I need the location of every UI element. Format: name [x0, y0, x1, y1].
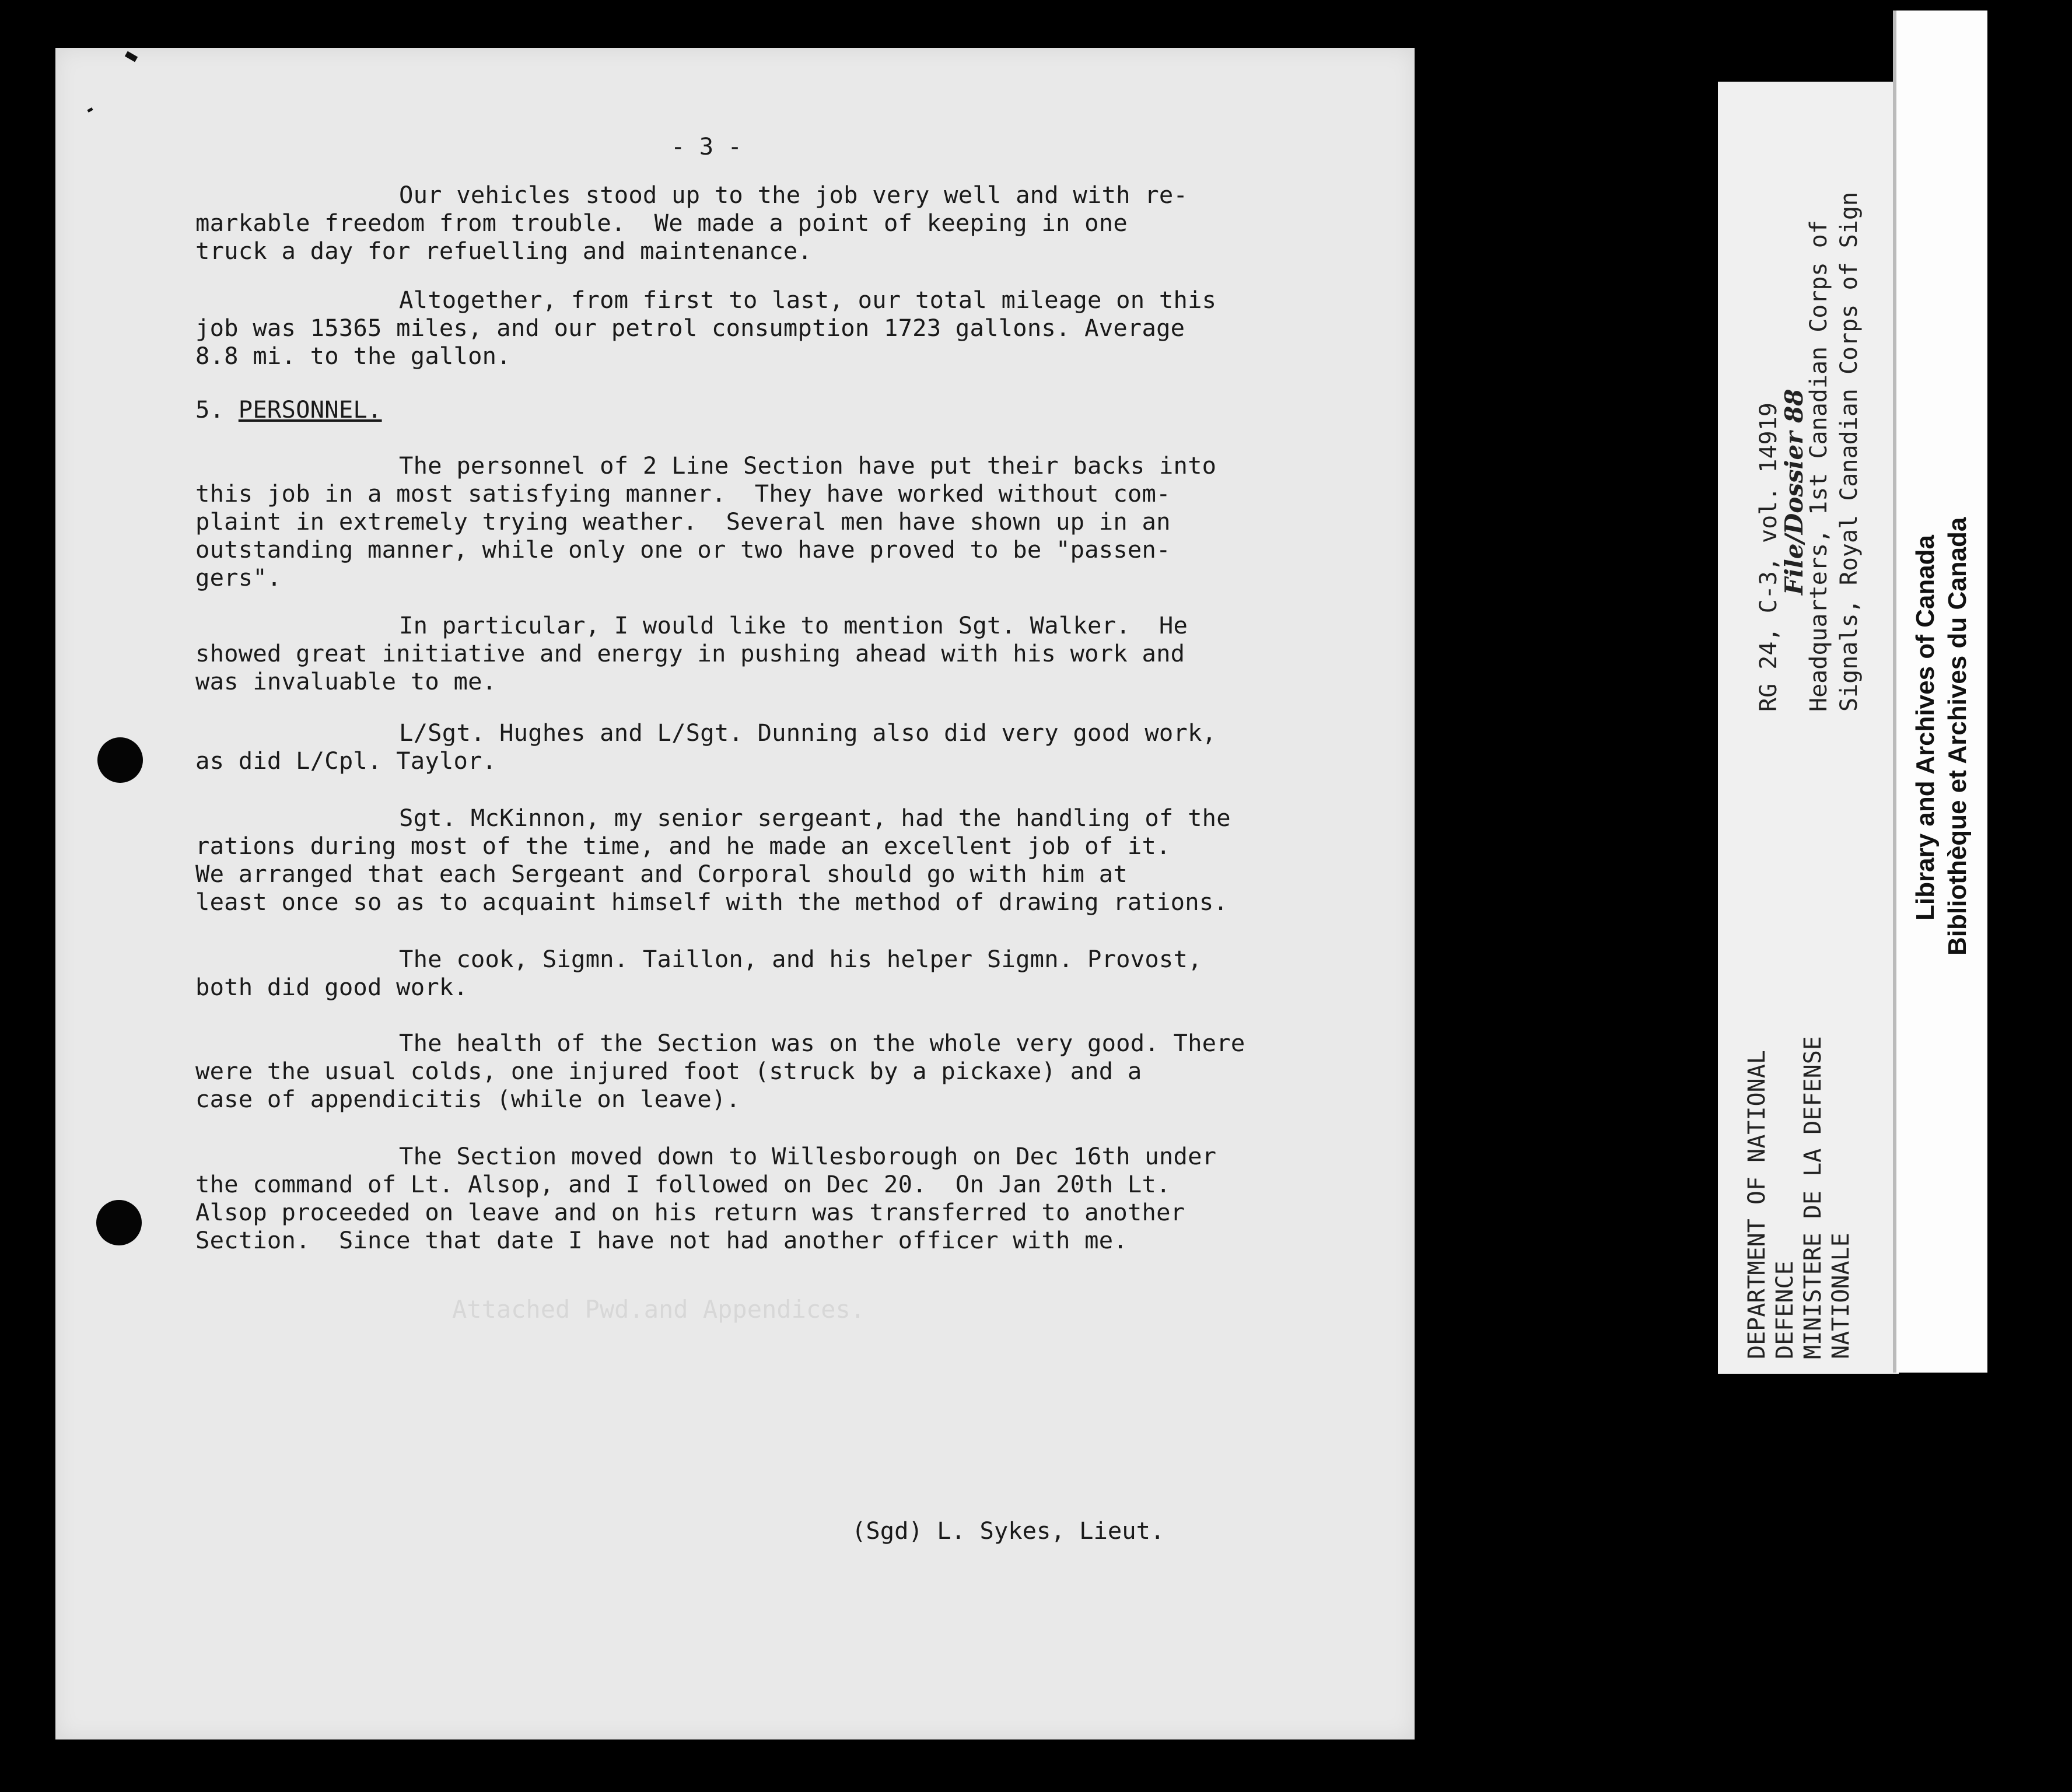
- faded-attachment-note: Attached Pwd.and Appendices.: [452, 1295, 866, 1324]
- archive-reference-label: [1718, 82, 1899, 1374]
- text-line: was invaluable to me.: [195, 667, 497, 695]
- document-page: [55, 48, 1415, 1740]
- department-line-1: DEPARTMENT OF NATIONAL: [1744, 1050, 1770, 1359]
- department-line-2: DEFENCE: [1772, 1261, 1798, 1359]
- section-title: PERSONNEL.: [238, 396, 382, 424]
- fonds-title-line-1: Headquarters, 1st Canadian Corps of: [1805, 220, 1832, 712]
- fonds-title-line-2: Signals, Royal Canadian Corps of Sign: [1836, 191, 1863, 712]
- text-line: gers".: [195, 564, 282, 592]
- department-line-3: MINISTERE DE LA DEFENSE: [1800, 1036, 1826, 1359]
- institution-name-en: Library and Archives of Canada: [1911, 534, 1940, 921]
- text-line: the command of Lt. Alsop, and I followed on Dec 20. On Jan 20th Lt.: [195, 1170, 1171, 1198]
- text-line: We arranged that each Sergeant and Corporal should go with him at: [195, 860, 1128, 888]
- text-line: rations during most of the time, and he made an excellent job of it.: [195, 832, 1171, 860]
- text-line: plaint in extremely trying weather. Several men have shown up in an: [195, 508, 1171, 536]
- handwritten-file-number: File/Dossier 88: [1780, 388, 1808, 595]
- text-line: Alsop proceeded on leave and on his return was transferred to another: [195, 1198, 1185, 1226]
- text-line: outstanding manner, while only one or two have proved to be "passen-: [195, 536, 1171, 564]
- text-line: 8.8 mi. to the gallon.: [195, 342, 511, 370]
- text-line: as did L/Cpl. Taylor.: [195, 747, 497, 775]
- text-line: The Section moved down to Willesborough on Dec 16th under: [399, 1142, 1217, 1170]
- typed-text: [55, 48, 1415, 1740]
- text-line: The personnel of 2 Line Section have put their backs into: [399, 452, 1217, 480]
- text-line: Our vehicles stood up to the job very well and with re-: [399, 181, 1188, 209]
- institution-name-fr: Bibliothèque et Archives du Canada: [1943, 517, 1972, 956]
- department-line-4: NATIONALE: [1828, 1233, 1854, 1359]
- signature-line: (Sgd) L. Sykes, Lieut.: [852, 1517, 1165, 1545]
- section-heading: [195, 396, 382, 424]
- text-line: The cook, Sigmn. Taillon, and his helper Sigmn. Provost,: [399, 945, 1202, 973]
- text-line: least once so as to acquaint himself with the method of drawing rations.: [195, 888, 1228, 916]
- text-line: In particular, I would like to mention Sgt. Walker. He: [399, 611, 1188, 639]
- text-line: were the usual colds, one injured foot (struck by a pickaxe) and a: [195, 1057, 1142, 1085]
- archive-institution-label: [1893, 10, 1987, 1373]
- reference-number: RG 24, C-3, vol. 14919: [1755, 402, 1782, 712]
- text-line: Altogether, from first to last, our total mileage on this: [399, 286, 1217, 314]
- page-number: - 3 -: [671, 132, 742, 160]
- text-line: truck a day for refuelling and maintenance.: [195, 237, 813, 265]
- text-line: Section. Since that date I have not had another officer with me.: [195, 1226, 1128, 1254]
- text-line: Sgt. McKinnon, my senior sergeant, had the handling of the: [399, 804, 1231, 832]
- text-line: job was 15365 miles, and our petrol consumption 1723 gallons. Average: [195, 314, 1185, 342]
- text-line: markable freedom from trouble. We made a point of keeping in one: [195, 209, 1128, 237]
- text-line: The health of the Section was on the whole very good. There: [399, 1029, 1245, 1057]
- text-line: L/Sgt. Hughes and L/Sgt. Dunning also did very good work,: [399, 719, 1217, 747]
- text-line: both did good work.: [195, 973, 468, 1001]
- section-number: 5.: [195, 396, 239, 424]
- text-line: case of appendicitis (while on leave).: [195, 1085, 741, 1113]
- text-line: this job in a most satisfying manner. They have worked without com-: [195, 480, 1171, 508]
- text-line: showed great initiative and energy in pushing ahead with his work and: [195, 639, 1185, 667]
